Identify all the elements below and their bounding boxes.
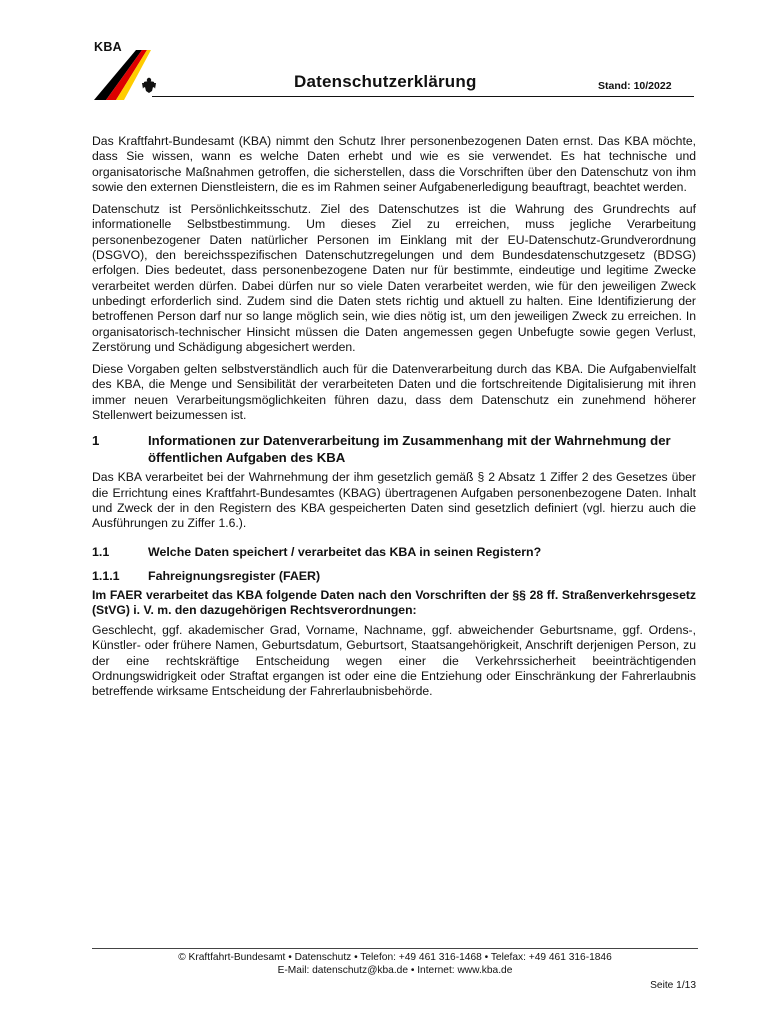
section-1-number: 1 xyxy=(92,433,100,449)
section-1-1-1-lead: Im FAER verarbeitet das KBA folgende Daten nach den Vorschriften der §§ 28 ff. Straßenverkehrsgesetz (StVG) i. V. m. den dazugehörigen Rechtsverordnungen: xyxy=(92,587,696,617)
document-body xyxy=(92,134,696,707)
section-1-1-1-heading xyxy=(92,568,696,584)
section-1-1-1-number: 1.1.1 xyxy=(92,568,120,583)
page-title: Datenschutzerklärung xyxy=(294,72,477,91)
section-1-title: Informationen zur Datenverarbeitung im Zusammenhang mit der Wahrnehmung der öffentlichen Aufgaben des KBA xyxy=(148,433,671,466)
section-1-1-1-text: Geschlecht, ggf. akademischer Grad, Vorname, Nachname, ggf. abweichender Geburtsname, ggf. Ordens-, Künstler- oder frühere Namen, Geburtsdatum, Geburtsort, Staatsangehörigkeit, Anschrift derjenigen Person, zu der eine rechtskräftige Entscheidung wegen einer die Verkehrssicherheit beeinträchtigenden Ordnungswidrigkeit oder Straftat ergangen ist oder eine die Entziehung oder Einschränkung der Fahrerlaubnis betreffende wirksame Entscheidung der Fahrerlaubnisbehörde. xyxy=(92,623,696,699)
section-1-heading xyxy=(92,432,696,466)
section-1-text: Das KBA verarbeitet bei der Wahrnehmung der ihm gesetzlich gemäß § 2 Absatz 1 Ziffer 2 des Gesetzes über die Errichtung eines Kraftfahrt-Bundesamtes (KBAG) übertragenen Aufgaben personenbezogene Daten. Inhalt und Zweck der in den Registern des KBA gespeicherten Daten sind gesetzlich definiert (vgl. hierzu auch die Ausführungen zu Ziffer 1.6.). xyxy=(92,470,696,531)
logo-text: KBA xyxy=(94,40,122,54)
footer-contact-line: © Kraftfahrt-Bundesamt • Datenschutz • Telefon: +49 461 316-1468 • Telefax: +49 461 316-1846 xyxy=(178,952,612,963)
intro-paragraph-3: Diese Vorgaben gelten selbstverständlich auch für die Datenverarbeitung durch das KBA. Die Aufgabenvielfalt des KBA, die Menge und Sensibilität der verarbeiteten Daten und die fortschreitende Digitalisierung mit ihren immer neuen Verarbeitungsmöglichkeiten führen dazu, dass dem Datenschutz ein zunehmend höherer Stellenwert beizumessen ist. xyxy=(92,362,696,423)
intro-paragraph-1: Das Kraftfahrt-Bundesamt (KBA) nimmt den Schutz Ihrer personenbezogenen Daten ernst. Das KBA möchte, dass Sie wissen, wann es welche Daten erhebt und wie es sie verwendet. Es hat technische und organisatorische Maßnahmen getroffen, die sicherstellen, dass die Vorschriften über den Datenschutz von ihm sowie den externen Dienstleistern, die es im Rahmen seiner Aufgabenerledigung beauftragt, beachtet werden. xyxy=(92,134,696,194)
kba-logo xyxy=(92,40,164,102)
section-1-1-1-title: Fahreignungsregister (FAER) xyxy=(148,568,321,583)
page-number: Seite 1/13 xyxy=(650,980,696,991)
intro-paragraph-2: Datenschutz ist Persönlichkeitsschutz. Ziel des Datenschutzes ist die Wahrung des Grundrechts auf informationelle Selbstbestimmung. Um dieses Ziel zu erreichen, muss jegliche Verarbeitung personenbezogener Daten natürlicher Personen im Einklang mit der EU-Datenschutz-Grundverordnung (DSGVO), den bereichsspezifischen Datenschutzregelungen und dem Bundesdatenschutzgesetz (BDSG) erfolgen. Dies bedeutet, dass personenbezogene Daten nur für bestimmte, eindeutige und legitime Zwecke verarbeitet werden dürfen. Dabei dürfen nur so viele Daten verarbeitet werden, wie für den jeweiligen Zweck unbedingt erforderlich sind. Zudem sind die Daten stets richtig und aktuell zu halten. Eine Identifizierung der betroffenen Person darf nur so lange möglich sein, wie dies nötig ist, um den jeweiligen Zweck zu erreichen. In organisatorisch-technischer Hinsicht müssen die Daten angemessen gegen Unbefugte sowie gegen Verlust, Zerstörung und Schädigung abgesichert werden. xyxy=(92,202,696,354)
header-divider xyxy=(152,96,694,97)
footer-web-line: E-Mail: datenschutz@kba.de • Internet: www.kba.de xyxy=(277,965,513,976)
section-1-1-heading xyxy=(92,544,696,560)
section-1-1-title: Welche Daten speichert / verarbeitet das KBA in seinen Registern? xyxy=(148,544,542,559)
document-date: Stand: 10/2022 xyxy=(598,80,672,92)
footer xyxy=(92,951,698,977)
section-1-1-number: 1.1 xyxy=(92,544,110,559)
footer-divider xyxy=(92,948,698,949)
